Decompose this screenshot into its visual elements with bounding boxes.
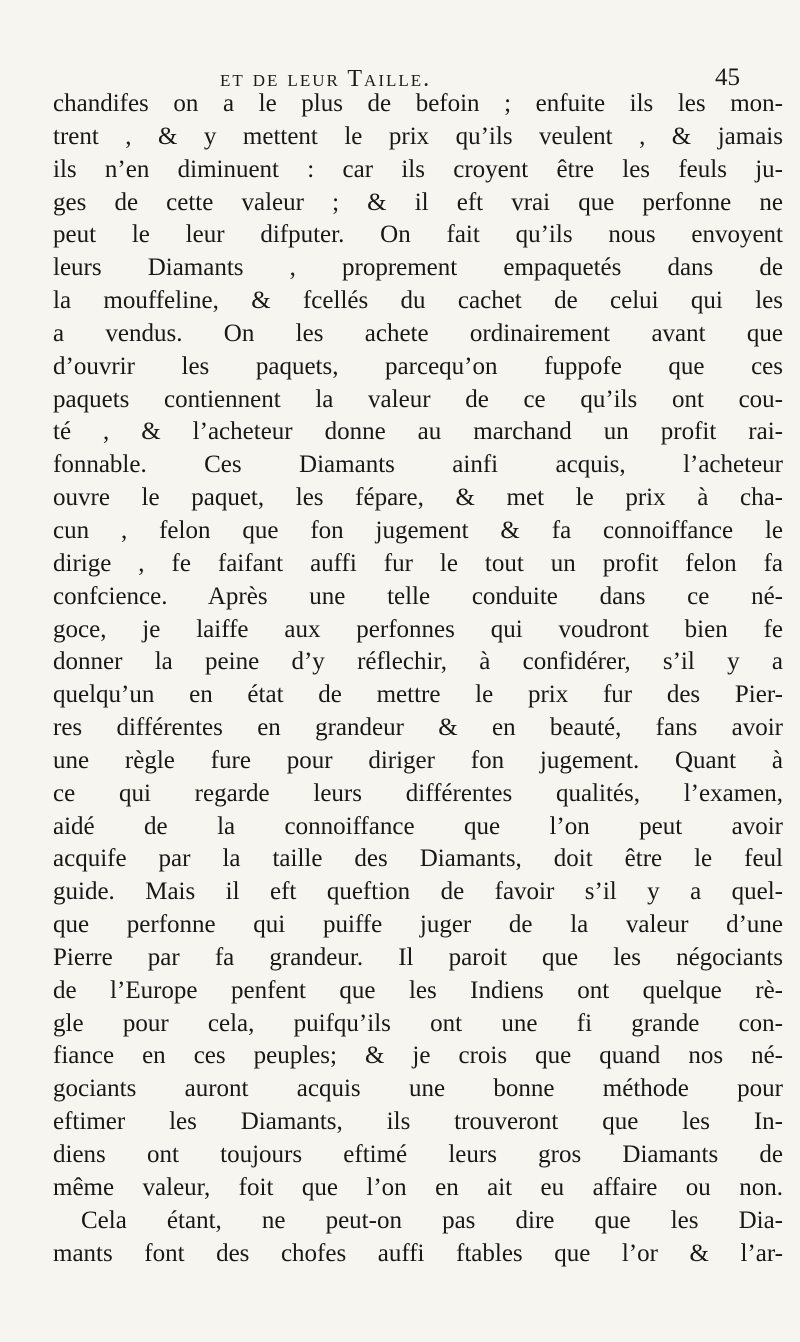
body-text [53, 88, 783, 1288]
text-line: guide. Mais il eft queftion de favoir s’il y a quel- [53, 878, 783, 906]
text-line: ce qui regarde leurs différentes qualités, l’examen, [53, 779, 783, 807]
text-line: confcience. Après une telle conduite dans ce né- [53, 582, 783, 610]
text-line: donner la peine d’y réflechir, à confidérer, s’il y a [53, 648, 783, 676]
text-line: mants font des chofes auffi ftables que l’or & l’ar- [53, 1239, 783, 1267]
text-line: ils n’en diminuent : car ils croyent être les feuls ju- [53, 155, 783, 183]
text-line: chandifes on a le plus de befoin ; enfuite ils les mon- [53, 90, 783, 117]
text-line: res différentes en grandeur & en beauté, fans avoir [53, 714, 783, 742]
text-line: paquets contiennent la valeur de ce qu’ils ont cou- [53, 385, 783, 413]
text-line: cun , felon que fon jugement & fa connoiffance le [53, 516, 783, 544]
text-line: té , & l’acheteur donne au marchand un profit rai- [53, 418, 783, 446]
text-line: d’ouvrir les paquets, parcequ’on fuppofe que ces [53, 352, 783, 380]
text-line: gle pour cela, puifqu’ils ont une fi grande con- [53, 1009, 783, 1037]
text-line: de l’Europe penfent que les Indiens ont quelque rè- [53, 976, 783, 1004]
text-line: gociants auront acquis une bonne méthode pour [53, 1075, 783, 1103]
text-line: ouvre le paquet, les fépare, & met le prix à cha- [53, 484, 783, 512]
text-line: Pierre par fa grandeur. Il paroit que les négociants [53, 943, 783, 971]
text-line: fiance en ces peuples; & je crois que quand nos né- [53, 1042, 783, 1070]
text-line: ges de cette valeur ; & il eft vrai que perfonne ne [53, 188, 783, 216]
text-line: diens ont toujours eftimé leurs gros Diamants de [53, 1141, 783, 1168]
text-line: trent , & y mettent le prix qu’ils veulent , & jamais [53, 122, 783, 150]
text-line: eftimer les Diamants, ils trouveront que les In- [53, 1108, 783, 1136]
text-line: une règle fure pour diriger fon jugement. Quant à [53, 746, 783, 774]
text-line: peut le leur difputer. On fait qu’ils nous envoyent [53, 221, 783, 249]
text-line: quelqu’un en état de mettre le prix fur des Pier- [53, 681, 783, 709]
text-line: aidé de la connoiffance que l’on peut avoir [53, 812, 783, 840]
text-line: fonnable. Ces Diamants ainfi acquis, l’acheteur [53, 451, 783, 479]
text-line: acquife par la taille des Diamants, doit être le feul [53, 845, 783, 873]
page-number: 45 [715, 64, 740, 91]
text-line: leurs Diamants , proprement empaquetés dans de [53, 254, 783, 282]
text-line: dirige , fe faifant auffi fur le tout un profit felon fa [53, 549, 783, 577]
text-line: Cela étant, ne peut-on pas dire que les Dia- [81, 1206, 783, 1234]
text-line: a vendus. On les achete ordinairement avant que [53, 319, 783, 347]
text-line: que perfonne qui puiffe juger de la valeur d’une [53, 911, 783, 939]
text-line: goce, je laiffe aux perfonnes qui voudront bien fe [53, 615, 783, 643]
text-line: la mouffeline, & fcellés du cachet de celui qui les [53, 287, 783, 315]
text-line: même valeur, foit que l’on en ait eu affaire ou non. [53, 1173, 783, 1201]
running-title: et de leur Taille. [220, 66, 432, 92]
